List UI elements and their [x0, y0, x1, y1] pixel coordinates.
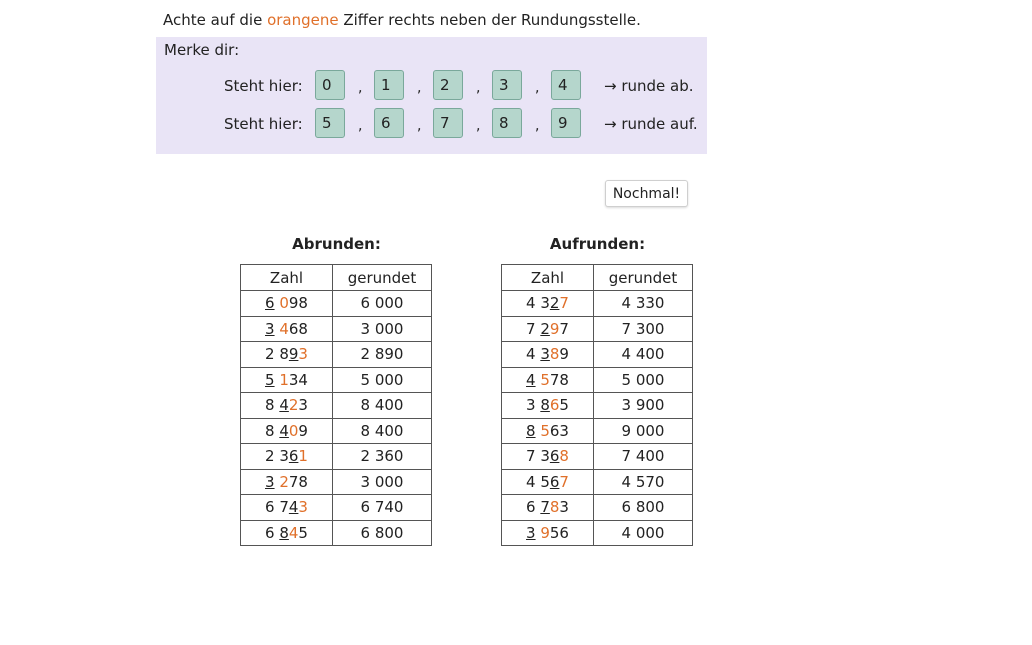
- comma-separator: ,: [417, 118, 422, 134]
- number-prefix: 4 3: [526, 294, 550, 313]
- rounded-cell: 6 800: [333, 520, 432, 546]
- number-suffix: 9: [559, 345, 569, 364]
- number-cell: [241, 393, 333, 419]
- number-cell: [241, 520, 333, 546]
- number-cell: [502, 520, 594, 546]
- number-suffix: 56: [549, 523, 569, 542]
- rounding-digit: 3: [540, 345, 550, 364]
- digit-box-9[interactable]: 9: [551, 108, 581, 138]
- decision-digit: 5: [540, 370, 550, 389]
- number-suffix: 78: [288, 472, 308, 491]
- decision-digit: 2: [288, 396, 299, 415]
- rounding-digit: 4: [279, 396, 289, 415]
- rounding-digit: 7: [540, 498, 550, 517]
- number-cell: [502, 444, 594, 470]
- comma-separator: ,: [417, 80, 422, 96]
- rounded-cell: 9 000: [594, 418, 693, 444]
- rounded-cell: 6 740: [333, 495, 432, 521]
- row-label: Steht hier:: [224, 77, 303, 95]
- table-row: [502, 316, 693, 342]
- instruction-text: [163, 11, 641, 29]
- table-row: [241, 520, 432, 546]
- rounded-cell: 5 000: [594, 367, 693, 393]
- number-cell: [502, 367, 594, 393]
- decision-digit: 1: [279, 370, 289, 389]
- decision-digit: 0: [279, 294, 289, 313]
- table-row: [502, 367, 693, 393]
- comma-separator: ,: [476, 118, 481, 134]
- rounded-cell: 4 000: [594, 520, 693, 546]
- digit-box-6[interactable]: 6: [374, 108, 404, 138]
- rule-panel: [156, 37, 707, 154]
- aufrunden-table: [501, 264, 693, 546]
- column-header-gerundet: gerundet: [333, 265, 432, 291]
- decision-digit: 9: [540, 523, 550, 542]
- table-row: [502, 495, 693, 521]
- rounding-digit: 6: [265, 294, 275, 313]
- digit-box-5[interactable]: 5: [315, 108, 345, 138]
- rounding-digit: 2: [549, 294, 560, 313]
- round-down-label: → runde ab.: [604, 77, 694, 95]
- decision-digit: 3: [298, 345, 308, 364]
- decision-digit: 8: [549, 498, 560, 517]
- number-suffix: 34: [288, 370, 308, 389]
- rounding-digit: 9: [288, 345, 299, 364]
- table-row: [241, 367, 432, 393]
- table-row: [241, 469, 432, 495]
- table-row: [502, 520, 693, 546]
- comma-separator: ,: [358, 118, 363, 134]
- rounding-digit: 4: [279, 421, 289, 440]
- rounded-cell: 4 570: [594, 469, 693, 495]
- digit-box-4[interactable]: 4: [551, 70, 581, 100]
- column-header-zahl: Zahl: [241, 265, 333, 291]
- table-row: [241, 418, 432, 444]
- number-cell: [241, 418, 333, 444]
- digit-box-7[interactable]: 7: [433, 108, 463, 138]
- comma-separator: ,: [358, 80, 363, 96]
- instruction-after: Ziffer rechts neben der Rundungsstelle.: [338, 11, 641, 29]
- number-cell: [502, 291, 594, 317]
- decision-digit: 0: [288, 421, 299, 440]
- rounding-digit: 8: [540, 396, 550, 415]
- rounded-cell: 7 400: [594, 444, 693, 470]
- instruction-before: Achte auf die: [163, 11, 268, 29]
- table-row: [241, 444, 432, 470]
- number-suffix: 9: [298, 421, 308, 440]
- rounding-digit: 3: [265, 472, 275, 491]
- number-prefix: 2 3: [265, 447, 289, 466]
- number-suffix: 7: [559, 319, 569, 338]
- table-row: [502, 418, 693, 444]
- digit-box-3[interactable]: 3: [492, 70, 522, 100]
- row-label: Steht hier:: [224, 115, 303, 133]
- digit-box-2[interactable]: 2: [433, 70, 463, 100]
- rounded-cell: 2 890: [333, 342, 432, 368]
- rounded-cell: 3 000: [333, 316, 432, 342]
- rounding-digit: 3: [265, 319, 275, 338]
- rounded-cell: 6 000: [333, 291, 432, 317]
- aufrunden-title: Aufrunden:: [549, 235, 646, 253]
- table-row: [502, 342, 693, 368]
- rounding-digit: 4: [526, 370, 536, 389]
- rounded-cell: 3 000: [333, 469, 432, 495]
- decision-digit: 6: [549, 396, 560, 415]
- number-suffix: 3: [559, 498, 569, 517]
- number-cell: [241, 444, 333, 470]
- table-row: [241, 342, 432, 368]
- table-row: [241, 495, 432, 521]
- nochmal-button[interactable]: Nochmal!: [605, 180, 688, 207]
- decision-digit: 8: [549, 345, 560, 364]
- number-cell: [241, 495, 333, 521]
- table-row: [502, 444, 693, 470]
- rounding-digit: 8: [526, 421, 536, 440]
- round-up-label: → runde auf.: [604, 115, 698, 133]
- rounding-digit: 6: [549, 472, 560, 491]
- table-row: [241, 316, 432, 342]
- number-cell: [502, 316, 594, 342]
- rounding-digit: 5: [265, 370, 275, 389]
- rounding-digit: 6: [288, 447, 299, 466]
- decision-digit: 2: [279, 472, 289, 491]
- table-row: [502, 291, 693, 317]
- number-cell: [502, 495, 594, 521]
- number-suffix: 5: [298, 523, 308, 542]
- rounded-cell: 8 400: [333, 393, 432, 419]
- number-cell: [502, 418, 594, 444]
- number-suffix: 5: [559, 396, 569, 415]
- comma-separator: ,: [535, 118, 540, 134]
- number-cell: [502, 393, 594, 419]
- rounding-digit: 8: [279, 523, 289, 542]
- number-prefix: 7: [526, 319, 541, 338]
- decision-digit: 4: [279, 319, 289, 338]
- number-suffix: 78: [549, 370, 569, 389]
- number-prefix: 4 5: [526, 472, 550, 491]
- table-row: [502, 469, 693, 495]
- comma-separator: ,: [476, 80, 481, 96]
- number-prefix: 8: [265, 396, 280, 415]
- column-header-zahl: Zahl: [502, 265, 594, 291]
- rounded-cell: 7 300: [594, 316, 693, 342]
- number-cell: [241, 367, 333, 393]
- comma-separator: ,: [535, 80, 540, 96]
- number-prefix: 6 7: [265, 498, 289, 517]
- number-suffix: 3: [298, 396, 308, 415]
- decision-digit: 7: [559, 294, 569, 313]
- decision-digit: 8: [559, 447, 569, 466]
- rounding-digit: 2: [540, 319, 550, 338]
- rounded-cell: 3 900: [594, 393, 693, 419]
- rounding-digit: 3: [526, 523, 536, 542]
- rounded-cell: 6 800: [594, 495, 693, 521]
- number-cell: [502, 342, 594, 368]
- decision-digit: 7: [559, 472, 569, 491]
- number-prefix: 6: [526, 498, 541, 517]
- number-cell: [241, 342, 333, 368]
- number-prefix: 8: [265, 421, 280, 440]
- decision-digit: 3: [298, 498, 308, 517]
- rounding-digit: 4: [288, 498, 299, 517]
- table-row: [502, 393, 693, 419]
- round-up-rule-row: [156, 108, 707, 142]
- abrunden-table: [240, 264, 432, 546]
- number-prefix: 6: [265, 523, 280, 542]
- number-prefix: 7 3: [526, 447, 550, 466]
- digit-box-0[interactable]: 0: [315, 70, 345, 100]
- number-cell: [502, 469, 594, 495]
- decision-digit: 5: [540, 421, 550, 440]
- round-down-rule-row: [156, 70, 707, 104]
- number-prefix: 3: [526, 396, 541, 415]
- number-cell: [241, 469, 333, 495]
- column-header-gerundet: gerundet: [594, 265, 693, 291]
- table-row: [241, 393, 432, 419]
- rounded-cell: 4 400: [594, 342, 693, 368]
- decision-digit: 4: [288, 523, 299, 542]
- instruction-highlight: orangene: [267, 11, 339, 29]
- number-cell: [241, 316, 333, 342]
- table-header-row: [502, 265, 693, 291]
- number-prefix: 2 8: [265, 345, 289, 364]
- number-suffix: 68: [288, 319, 308, 338]
- rounded-cell: 2 360: [333, 444, 432, 470]
- table-row: [241, 291, 432, 317]
- abrunden-title: Abrunden:: [292, 235, 381, 253]
- number-cell: [241, 291, 333, 317]
- rounded-cell: 8 400: [333, 418, 432, 444]
- rounded-cell: 4 330: [594, 291, 693, 317]
- number-suffix: 63: [549, 421, 569, 440]
- number-suffix: 98: [288, 294, 308, 313]
- digit-box-1[interactable]: 1: [374, 70, 404, 100]
- rounding-digit: 6: [549, 447, 560, 466]
- rounded-cell: 5 000: [333, 367, 432, 393]
- digit-box-8[interactable]: 8: [492, 108, 522, 138]
- table-header-row: [241, 265, 432, 291]
- merke-heading: Merke dir:: [164, 41, 240, 59]
- decision-digit: 1: [298, 447, 308, 466]
- decision-digit: 9: [549, 319, 560, 338]
- number-prefix: 4: [526, 345, 541, 364]
